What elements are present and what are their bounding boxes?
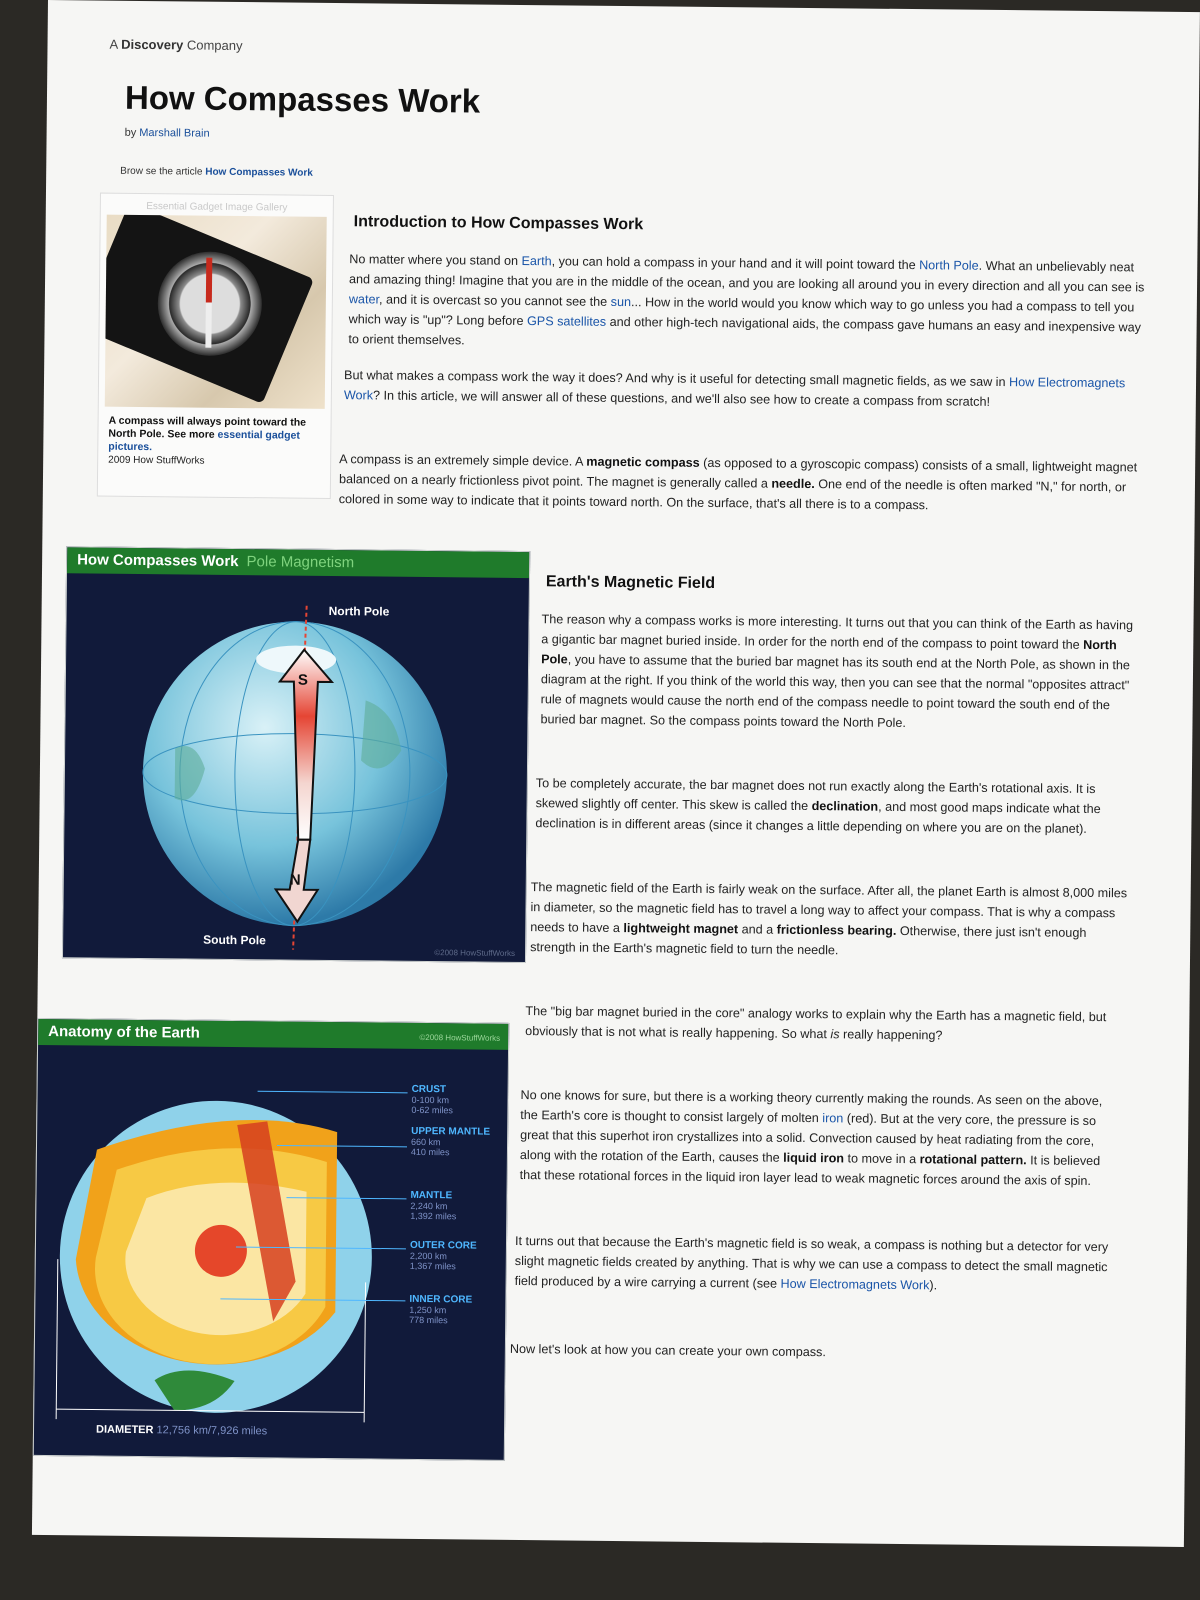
field-paragraph-3 — [530, 877, 1129, 963]
text-run: and other high-tech navigational aids, the compass gave humans an easy and inexpensive way to orient themselves. — [348, 314, 1142, 348]
water-link[interactable]: water — [348, 292, 380, 307]
figure-subtitle: Pole Magnetism — [246, 553, 355, 572]
text-run: No one knows for sure, but there is a working theory currently making the rounds. As seen on the above, the Earth's core is thought to consist largely of molten — [520, 1088, 1103, 1126]
electromagnets-link[interactable]: How Electromagnets Work — [343, 375, 1126, 403]
text-run: No matter where you stand on — [349, 252, 522, 268]
byline — [125, 127, 210, 140]
brand-prefix: A — [109, 36, 118, 52]
text-run: really happening? — [839, 1027, 943, 1043]
north-pole-term: North Pole — [541, 637, 1117, 667]
text-run: ). — [929, 1278, 938, 1293]
figure-title: Anatomy of the Earth — [48, 1023, 200, 1042]
diameter-label — [96, 1424, 267, 1438]
layer-value: 1,367 miles — [409, 1260, 456, 1272]
byline-prefix: by — [124, 126, 137, 139]
north-pole-label: North Pole — [328, 603, 390, 619]
diameter-title: DIAMETER — [95, 1423, 154, 1437]
rotational-pattern-term: rotational pattern. — [919, 1152, 1027, 1168]
field-paragraph-7: Now let's look at how you can create your own compass. — [509, 1341, 826, 1360]
layer-value: 2,200 km — [409, 1250, 447, 1262]
text-run: It is believed that these rotational forces in the liquid iron layer lead to weak magnetic forces around the axis of spin. — [519, 1153, 1101, 1188]
layer-value: 0-100 km — [411, 1094, 450, 1106]
caption-credit: 2009 How StuffWorks — [108, 454, 205, 467]
layer-inner-core — [409, 1295, 472, 1326]
layer-value: 0-62 miles — [411, 1104, 453, 1116]
text-run: It turns out that because the Earth's magnetic field is so weak, a compass is nothing but a detector for very slight magnetic fields created by anything. That is why we can use a compass to detect the small magnetic field produced by a wire carrying a current (see — [514, 1233, 1109, 1291]
layer-mantle — [410, 1191, 456, 1221]
earth-link[interactable]: Earth — [521, 253, 552, 269]
field-paragraph-6 — [515, 1231, 1114, 1297]
brand-name: Discovery — [121, 36, 184, 53]
south-pole-label: South Pole — [203, 932, 266, 948]
layer-crust — [411, 1085, 453, 1115]
layer-value: 2,240 km — [410, 1200, 448, 1212]
gallery-caption — [98, 407, 331, 469]
magnetic-compass-term: magnetic compass — [586, 454, 700, 470]
pole-magnetism-figure — [62, 546, 530, 963]
text-run: and a — [738, 922, 777, 937]
brand-suffix: Company — [186, 37, 243, 54]
layer-value: 778 miles — [409, 1314, 448, 1326]
earth-anatomy-figure — [33, 1018, 510, 1461]
earth-magnet-illustration — [63, 547, 529, 962]
text-run: , and most good maps indicate what the declination is in different areas (since it changes a little depending on where you are on the planet). — [535, 799, 1101, 836]
figure-title: How Compasses Work — [77, 551, 239, 571]
liquid-iron-term: liquid iron — [783, 1150, 845, 1166]
text-run: One end of the needle is often marked "N," for north, or colored in some way to indicate that it points toward north. On the surface, that's all there is to a compass. — [338, 477, 1127, 513]
needle-term: needle. — [771, 476, 815, 492]
text-run: Otherwise, there just isn't enough strength in the Earth's magnetic field to turn the needle. — [530, 923, 1087, 958]
browse-article-link[interactable]: How Compasses Work — [205, 166, 313, 179]
figure-watermark: ©2008 HowStuffWorks — [434, 948, 516, 958]
intro-paragraph-3 — [339, 449, 1140, 517]
layer-outer-core — [410, 1241, 477, 1272]
s-marker: S — [297, 671, 308, 689]
article-page — [32, 0, 1200, 1547]
text-run: ... How in the world would you know which way to go unless you had a compass to tell you which way is "up"? Long before — [348, 295, 1135, 329]
layer-name: INNER CORE — [409, 1293, 473, 1306]
intro-paragraph-1 — [348, 249, 1145, 357]
text-run: A compass is an extremely simple device. A — [339, 452, 587, 469]
figure-watermark: ©2008 HowStuffWorks — [419, 1032, 501, 1043]
text-run: The reason why a compass works is more interesting. It turns out that you can think of the Earth as having a gigantic bar magnet buried inside. In order for the north end of the compass to point toward the — [541, 612, 1134, 652]
text-run: , and it is overcast so you cannot see the — [378, 292, 611, 309]
text-run: , you can hold a compass in your hand and it will point toward the — [551, 254, 920, 273]
text-run: (red). But at the very core, the pressure is so great that this superhot iron crystallizes into a solid. Convection caused by heat radiating from the core, along with the rotation of the Earth, causes the — [519, 1111, 1097, 1165]
lightweight-magnet-term: lightweight magnet — [623, 921, 739, 937]
text-run: But what makes a compass work the way it does? And why is it useful for detecting small magnetic fields, as we saw in — [344, 368, 1010, 390]
field-paragraph-2 — [535, 773, 1134, 839]
text-run: ? In this article, we will answer all of these questions, and we'll also see how to create a compass from scratch! — [372, 388, 991, 409]
sun-link[interactable]: sun — [610, 294, 632, 310]
text-run: The "big bar magnet buried in the core" analogy works to explain why the Earth has a magnetic field, but obviously that is not what is really happening. So what — [525, 1004, 1107, 1042]
emphasis-is: is — [830, 1027, 840, 1042]
text-run: (as opposed to a gyroscopic compass) consists of a small, lightweight magnet balanced on a nearly frictionless pivot point. The magnet is generally called a — [338, 455, 1138, 491]
field-paragraph-1 — [540, 609, 1139, 735]
brand-line — [109, 37, 242, 53]
intro-heading: Introduction to How Compasses Work — [353, 213, 644, 234]
caption-text: A compass will always point toward the North Pole. See more — [108, 414, 307, 441]
browse-prefix: Brow se the article — [120, 165, 203, 178]
layer-name: CRUST — [411, 1083, 447, 1096]
text-run: . What an unbelievably neat and amazing thing! Imagine that you are in the middle of the ocean, and you are looking all around you in every direction and all you can see is — [349, 258, 1145, 295]
text-run: To be completely accurate, the bar magnet does not run exactly along the Earth's rotational axis. It is skewed slightly off center. This skew is called the — [535, 776, 1096, 814]
compass-needle — [205, 258, 212, 348]
layer-name: UPPER MANTLE — [411, 1125, 491, 1138]
layer-value: 1,250 km — [409, 1304, 447, 1316]
text-run: The magnetic field of the Earth is fairly weak on the surface. After all, the planet Earth is almost 8,000 miles in diameter, so the magnetic field has to travel a long way to affect your compass. That is why a compass needs to have a — [530, 880, 1128, 936]
text-run: to move in a — [843, 1151, 920, 1167]
field-paragraph-4 — [525, 1001, 1123, 1047]
layer-name: OUTER CORE — [409, 1239, 477, 1252]
text-run: , you have to assume that the buried bar magnet has its south end at the North Pole, as shown in the diagram at the right. If you think of the world this way, then you can see that the normal "opposites attract" rule of magnets would cause the north end of the compass needle to point toward the south end of the buried bar magnet. So the compass points toward the North Pole. — [540, 652, 1130, 731]
diameter-value: 12,756 km/7,926 miles — [156, 1424, 268, 1438]
layer-value: 410 miles — [410, 1146, 450, 1158]
layer-name: MANTLE — [410, 1189, 453, 1202]
page-title: How Compasses Work — [124, 78, 481, 120]
iron-link[interactable]: iron — [822, 1111, 844, 1126]
electromagnets-link-2[interactable]: How Electromagnets Work — [780, 1276, 930, 1293]
compass-photo[interactable] — [105, 215, 327, 409]
frictionless-bearing-term: frictionless bearing. — [776, 922, 897, 938]
intro-paragraph-2 — [344, 365, 1142, 413]
layer-value: 1,392 miles — [410, 1210, 457, 1222]
gps-satellites-link[interactable]: GPS satellites — [526, 314, 607, 329]
layer-upper-mantle — [411, 1127, 491, 1158]
browse-line — [120, 166, 313, 179]
gallery-label: Essential Gadget Image Gallery — [146, 201, 288, 214]
north-pole-link[interactable]: North Pole — [919, 258, 979, 273]
author-link[interactable]: Marshall Brain — [139, 126, 210, 140]
field-heading: Earth's Magnetic Field — [545, 573, 716, 593]
declination-term: declination — [811, 799, 879, 814]
n-marker: N — [289, 871, 301, 889]
image-gallery-box — [97, 193, 334, 499]
gadget-pictures-link[interactable]: essential gadget pictures. — [108, 428, 300, 454]
layer-value: 660 km — [411, 1136, 441, 1148]
field-paragraph-5 — [520, 1085, 1119, 1191]
